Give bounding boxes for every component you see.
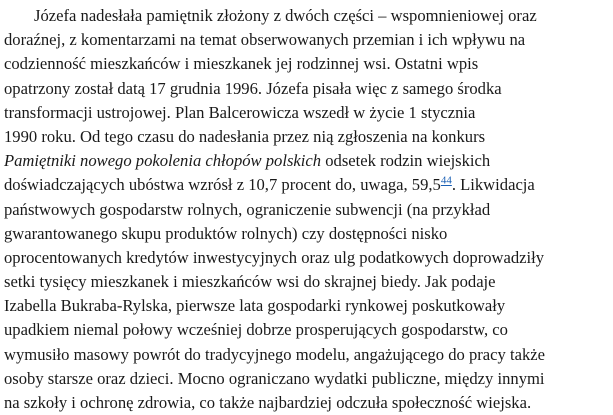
line-text: doświadczających ubóstwa wzrósł z 10,7 procent do, uwaga, 59,5: [4, 175, 441, 195]
paragraph-line: gwarantowanego skupu produktów rolnych) czy dostępności nisko: [4, 223, 448, 243]
paragraph-line: doraźnej, z komentarzami na temat obserwowanych przemian i ich wpływu na: [4, 30, 526, 50]
paragraph-line: oprocentowanych kredytów inwestycyjnych oraz ulg podatkowych doprowadziły: [4, 247, 545, 267]
paragraph-line: transformacji ustrojowej. Plan Balcerowicza wszedł w życie 1 stycznia: [4, 102, 476, 122]
paragraph-line: państwowych gospodarstw rolnych, ograniczenie subwencji (na przykład: [4, 199, 491, 219]
paragraph-line: [4, 149, 609, 173]
paragraph-line: opatrzony został datą 17 grudnia 1996. Józefa pisała więc z samego środka: [4, 78, 502, 98]
paragraph-line: codzienność mieszkańców i mieszkanek jej rodzinnej wsi. Ostatni wpis: [4, 54, 479, 74]
paragraph-line: [4, 173, 609, 197]
document-body: [4, 4, 609, 415]
paragraph-line: Izabella Bukraba-Rylska, pierwsze lata gospodarki rynkowej poskutkowały: [4, 296, 506, 316]
paragraph-line: wymusiło masowy powrót do tradycyjnego modelu, angażującego do pracy także: [4, 344, 545, 364]
paragraph: [4, 4, 609, 415]
line-text: . Likwidacja: [451, 175, 535, 195]
paragraph-line: na szkoły i ochronę zdrowia, co także najbardziej odczuła społeczność wiejska.: [4, 393, 532, 412]
footnote-link[interactable]: 44: [440, 174, 452, 187]
line-text: odsetek rodzin wiejskich: [321, 151, 491, 171]
paragraph-line: Józefa nadesłała pamiętnik złożony z dwóch części – wspomnieniowej oraz: [34, 6, 537, 25]
paragraph-line: upadkiem niemal połowy wcześniej dobrze prosperujących gospodarstw, co: [4, 320, 508, 340]
paragraph-line: osoby starsze oraz dzieci. Mocno ograniczano wydatki publiczne, między innymi: [4, 368, 545, 388]
paragraph-line: setki tysięcy mieszkanek i mieszkańców wsi do skrajnej biedy. Jak podaje: [4, 272, 496, 292]
book-title: Pamiętniki nowego pokolenia chłopów polskich: [4, 151, 322, 171]
paragraph-line: 1990 roku. Od tego czasu do nadesłania przez nią zgłoszenia na konkurs: [4, 126, 486, 146]
